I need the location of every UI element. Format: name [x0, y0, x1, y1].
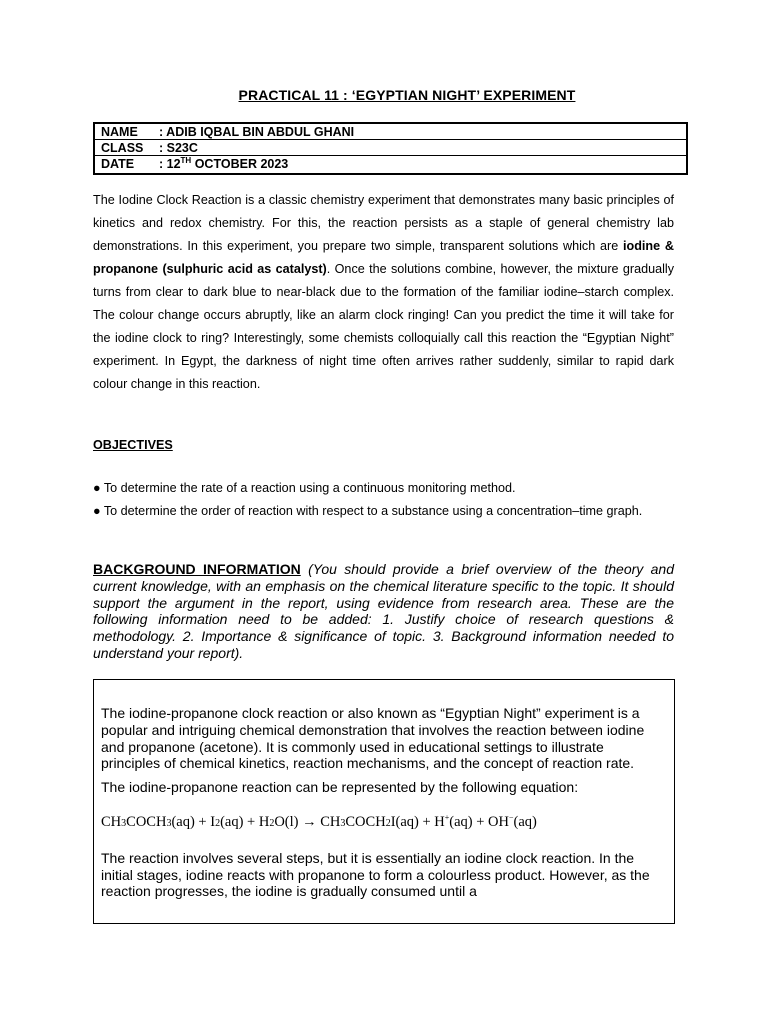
intro-text-2: . Once the solutions combine, however, the mixture gradually turns from clear to dark blue to near-black due to the formation of the familiar iodine–starch complex. The colour change occurs abruptly, like an alarm clock ringing! Can you predict the time it will take for the iodine clock to ring? Interestingly, some chemists colloquially call this reaction the “Egyptian Night” experiment. In Egypt, the darkness of night time often arrives rather suddenly, similar to rapid dark colour change in this reaction.: [93, 262, 674, 391]
date-prefix: : 12: [159, 157, 181, 171]
name-value: : ADIB IQBAL BIN ABDUL GHANI: [159, 125, 355, 139]
eq-subscript: 3: [121, 817, 127, 829]
class-row: [95, 140, 686, 156]
student-info-table: [93, 122, 688, 175]
background-heading: BACKGROUND INFORMATION: [93, 561, 301, 577]
date-row: [95, 156, 686, 173]
eq-text: (aq) + H: [220, 813, 270, 830]
background-content-box: [93, 679, 675, 924]
eq-text: COCH: [126, 813, 167, 830]
background-paragraph-3: The reaction involves several steps, but it is essentially an iodine clock reaction. In the initial stages, iodine reacts with propanone to form a colourless product. However, as the reaction progresses, the iodine is gradually consumed until a: [101, 849, 650, 900]
eq-text: (aq) + I: [171, 813, 216, 830]
eq-subscript: 2: [385, 817, 391, 829]
eq-text: CH: [316, 813, 341, 830]
eq-superscript: +: [444, 812, 450, 822]
objective-item-1: ● To determine the rate of a reaction using a continuous monitoring method.: [93, 481, 516, 495]
objective-item-2: ● To determine the order of reaction with respect to a substance using a concentration–time graph.: [93, 504, 643, 518]
eq-subscript: 3: [340, 817, 346, 829]
intro-bold-text: iodine & propanone (sulphuric acid as catalyst): [93, 239, 674, 276]
eq-text: O(l): [274, 813, 303, 830]
background-paragraph-2: The iodine-propanone reaction can be represented by the following equation:: [101, 779, 579, 796]
background-instructions: (You should provide a brief overview of the theory and current knowledge, with an emphasis on the chemical literature specific to the topic. It should support the argument in the report, using evidence from research area. These are the following information need to be added: 1. Justify choice of research questions & methodology. 2. Importance & significance of topic. 3. Background information needed to understand your report).: [93, 561, 675, 661]
class-value: : S23C: [159, 141, 198, 155]
page-title: PRACTICAL 11 : ‘EGYPTIAN NIGHT’ EXPERIMENT: [238, 87, 576, 103]
name-row: [95, 124, 686, 140]
background-content: [101, 705, 665, 900]
class-label: CLASS: [101, 141, 144, 155]
date-value: [159, 157, 288, 171]
background-section: [93, 561, 674, 662]
objectives-heading: OBJECTIVES: [93, 438, 173, 452]
eq-subscript: 3: [166, 817, 172, 829]
eq-subscript: 2: [269, 817, 275, 829]
name-label: NAME: [101, 125, 138, 139]
date-superscript: TH: [180, 156, 192, 165]
intro-paragraph: [93, 189, 674, 396]
eq-superscript: −: [509, 812, 514, 822]
date-suffix: OCTOBER 2023: [191, 157, 289, 171]
eq-text: (aq) + OH: [449, 813, 509, 830]
date-label: DATE: [101, 157, 135, 171]
eq-subscript: 2: [215, 817, 221, 829]
eq-text: CH: [101, 813, 122, 830]
eq-text: (aq): [513, 813, 537, 830]
reaction-arrow: →: [302, 813, 317, 830]
reaction-equation: [101, 809, 665, 833]
background-paragraph-1: The iodine-propanone clock reaction or also known as “Egyptian Night” experiment is a popular and intriguing chemical demonstration that involves the reaction between iodine and propanone (acetone). It is commonly used in educational settings to illustrate principles of chemical kinetics, reaction mechanisms, and the concept of reaction rate.: [101, 705, 645, 772]
eq-text: COCH: [345, 813, 386, 830]
intro-text-1: The Iodine Clock Reaction is a classic chemistry experiment that demonstrates many basic principles of kinetics and redox chemistry. For this, the reaction persists as a staple of general chemistry lab demonstrations. In this experiment, you prepare two simple, transparent solutions which are: [93, 193, 674, 253]
eq-text: I(aq) + H: [390, 813, 445, 830]
